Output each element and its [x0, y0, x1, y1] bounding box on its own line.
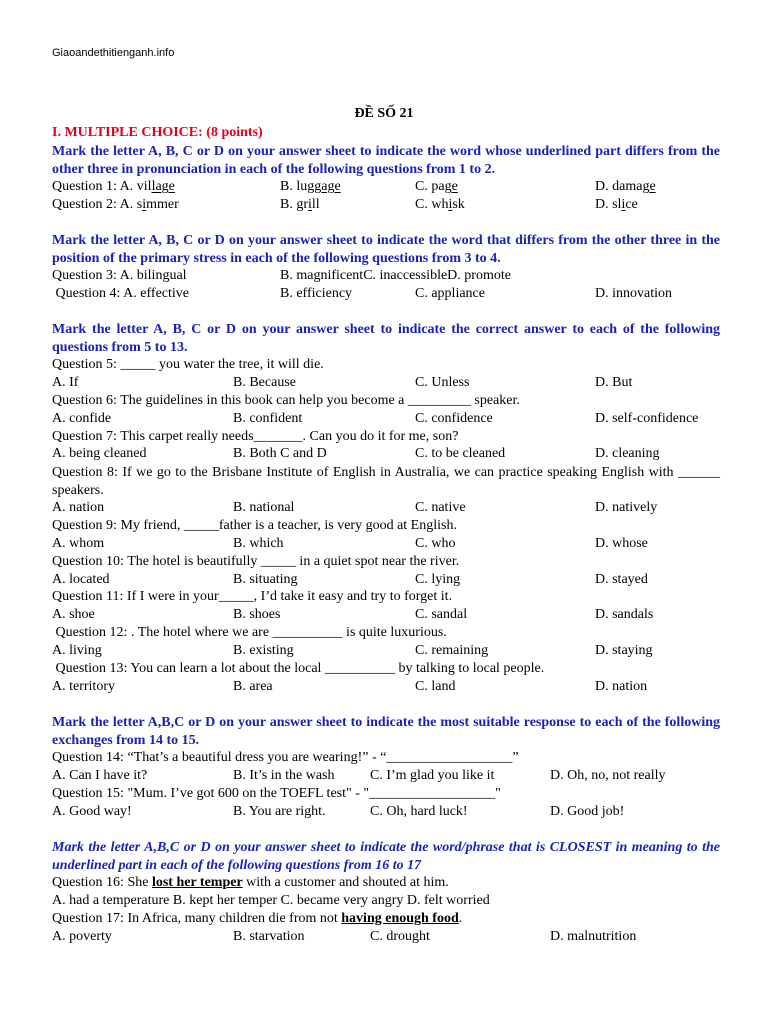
question-5-stem	[52, 356, 732, 374]
option-d: D. natively	[595, 500, 658, 515]
question-stem: Question 7: This carpet really needs_______. Can you do it for me, son?	[52, 429, 459, 444]
option-b: B. shoes	[233, 607, 281, 622]
instruction-3: Mark the letter A, B, C or D on your answer sheet to indicate the correct answer to each of the following questions from 5 to 13.	[52, 322, 720, 355]
option-a: A. territory	[52, 679, 115, 694]
option-c: C. remaining	[415, 643, 489, 658]
option-b: B. It’s in the wash	[233, 768, 335, 783]
option-b: B. efficiency	[280, 286, 353, 301]
question-6-stem	[52, 392, 732, 410]
question-14-options	[52, 767, 732, 785]
option-c: C. I’m glad you like it	[370, 768, 495, 783]
question-9-options	[52, 535, 732, 553]
option-b: B. You are right.	[233, 804, 326, 819]
question-13-options	[52, 678, 732, 696]
option-d: D. stayed	[595, 572, 648, 587]
question-7-options	[52, 445, 732, 463]
question-7-stem	[52, 428, 732, 446]
option-a: A. Can I have it?	[52, 768, 148, 783]
option-a: A. located	[52, 572, 110, 587]
option-b: B. situating	[233, 572, 298, 587]
option-c: C. whisk	[415, 197, 465, 212]
option-d: D. self-confidence	[595, 411, 699, 426]
question-5-options	[52, 374, 732, 392]
question-1	[52, 178, 732, 196]
option-d: D. innovation	[595, 286, 672, 301]
option-d: D. slice	[595, 197, 638, 212]
option-b: B. magnificentC. inaccessibleD. promote	[280, 268, 511, 283]
option-d: D. malnutrition	[550, 929, 637, 944]
option-a: A. Good way!	[52, 804, 132, 819]
option-a: A. confide	[52, 411, 112, 426]
option-a: A. whom	[52, 536, 105, 551]
options-line: A. had a temperature B. kept her temper C. became very angry D. felt worried	[52, 893, 490, 908]
question-8-options	[52, 499, 732, 517]
question-stem: Question 9: My friend, _____father is a teacher, is very good at English.	[52, 518, 457, 533]
option-d: D. nation	[595, 679, 648, 694]
option-b: B. area	[233, 679, 273, 694]
option-b: B. Both C and D	[233, 446, 327, 461]
option-b: B. Because	[233, 375, 296, 390]
option-a: A. being cleaned	[52, 446, 147, 461]
instruction-5: Mark the letter A,B,C or D on your answer sheet to indicate the word/phrase that is CLOSEST in meaning to the underlined part in each of the following questions from 16 to 17	[52, 840, 720, 873]
option-a: A. poverty	[52, 929, 112, 944]
question-stem: Question 6: The guidelines in this book can help you become a _________ speaker.	[52, 393, 520, 408]
question-10-stem	[52, 553, 732, 571]
option-b: B. confident	[233, 411, 303, 426]
question-stem: Question 10: The hotel is beautifully _____ in a quiet spot near the river.	[52, 554, 460, 569]
question-8-stem: Question 8: If we go to the Brisbane Institute of English in Australia, we can practice speaking English with ______ speakers.	[52, 465, 720, 498]
section-heading: I. MULTIPLE CHOICE: (8 points)	[52, 125, 263, 140]
question-2	[52, 196, 732, 214]
site-watermark: Giaoandethitienganh.info	[52, 47, 175, 59]
question-12-stem	[52, 624, 732, 642]
instruction-2: Mark the letter A, B, C or D on your answer sheet to indicate the word that differs from the other three in the position of the primary stress in each of the following questions from 3 to 4.	[52, 233, 720, 266]
question-stem: Question 3: A. bilingual	[52, 268, 187, 283]
option-c: C. page	[415, 179, 458, 194]
option-d: D. Good job!	[550, 804, 625, 819]
option-c: C. native	[415, 500, 466, 515]
question-4	[52, 285, 732, 303]
question-9-stem	[52, 517, 732, 535]
question-14-stem	[52, 749, 732, 767]
option-d: D. staying	[595, 643, 653, 658]
option-d: D. But	[595, 375, 633, 390]
question-3	[52, 267, 732, 285]
option-d: D. cleaning	[595, 446, 660, 461]
option-c: C. appliance	[415, 286, 485, 301]
question-stem: Question 5: _____ you water the tree, it will die.	[52, 357, 324, 372]
option-c: C. drought	[370, 929, 430, 944]
option-b: B. which	[233, 536, 284, 551]
question-stem: Question 12: . The hotel where we are __________ is quite luxurious.	[52, 625, 447, 640]
option-c: C. who	[415, 536, 456, 551]
option-a: A. If	[52, 375, 79, 390]
question-stem: Question 17: In Africa, many children die from not having enough food.	[52, 911, 463, 926]
option-d: D. sandals	[595, 607, 654, 622]
question-stem: Question 13: You can learn a lot about the local __________ by talking to local people.	[52, 661, 545, 676]
question-17-stem	[52, 910, 732, 928]
question-stem: Question 11: If I were in your_____, I’d take it easy and try to forget it.	[52, 589, 453, 604]
option-b: B. existing	[233, 643, 294, 658]
option-c: C. confidence	[415, 411, 493, 426]
question-12-options	[52, 642, 732, 660]
question-stem: Question 15: "Mum. I’ve got 600 on the TOEFL test" - "__________________"	[52, 786, 501, 801]
question-stem: Question 1: A. village	[52, 179, 175, 194]
option-a: A. living	[52, 643, 102, 658]
option-c: C. to be cleaned	[415, 446, 506, 461]
option-c: C. Oh, hard luck!	[370, 804, 468, 819]
option-b: B. starvation	[233, 929, 305, 944]
option-d: D. damage	[595, 179, 656, 194]
option-d: D. Oh, no, not really	[550, 768, 666, 783]
question-stem: Question 4: A. effective	[52, 286, 189, 301]
option-c: C. sandal	[415, 607, 468, 622]
question-stem: Question 2: A. simmer	[52, 197, 179, 212]
option-c: C. land	[415, 679, 456, 694]
option-b: B. grill	[280, 197, 320, 212]
question-15-options	[52, 803, 732, 821]
page-title: ĐỀ SỐ 21	[354, 106, 414, 121]
question-16-stem	[52, 874, 732, 892]
question-6-options	[52, 410, 732, 428]
question-stem: Question 14: “That’s a beautiful dress you are wearing!” - “__________________”	[52, 750, 519, 765]
option-a: A. nation	[52, 500, 105, 515]
question-11-options	[52, 606, 732, 624]
question-11-stem	[52, 588, 732, 606]
question-10-options	[52, 571, 732, 589]
option-c: C. lying	[415, 572, 461, 587]
option-c: C. Unless	[415, 375, 470, 390]
question-17-options	[52, 928, 732, 946]
option-d: D. whose	[595, 536, 648, 551]
option-a: A. shoe	[52, 607, 95, 622]
instruction-4: Mark the letter A,B,C or D on your answer sheet to indicate the most suitable response to each of the following exchanges from 14 to 15.	[52, 715, 720, 748]
option-b: B. national	[233, 500, 295, 515]
instruction-1: Mark the letter A, B, C or D on your answer sheet to indicate the word whose underlined part differs from the other three in pronunciation in each of the following questions from 1 to 2.	[52, 144, 720, 177]
option-b: B. luggage	[280, 179, 341, 194]
question-15-stem	[52, 785, 732, 803]
question-16-options	[52, 892, 732, 910]
question-13-stem	[52, 660, 732, 678]
question-stem: Question 16: She lost her temper with a customer and shouted at him.	[52, 875, 449, 890]
